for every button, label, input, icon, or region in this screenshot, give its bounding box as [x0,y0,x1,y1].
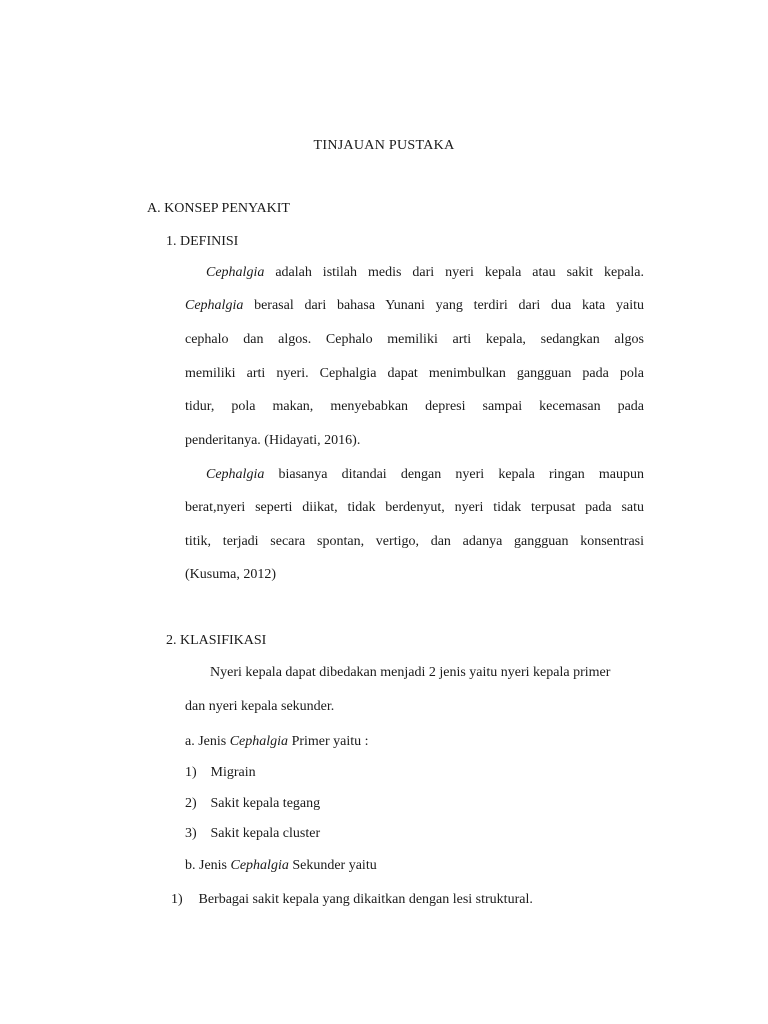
list-heading-sekunder [185,857,377,875]
term-cephalgia: Cephalgia [229,734,289,749]
list-number: 3) [185,826,197,841]
text-span: berasal dari bahasa Yunani yang terdiri dari dua kata yaitu [254,298,644,313]
paragraph-line: berat,nyeri seperti diikat, tidak berdenyut, nyeri tidak terpusat pada satu [185,500,644,515]
paragraph-line: penderitanya. (Hidayati, 2016). [185,433,361,448]
paragraph-line [206,264,644,282]
paragraph-line: dan nyeri kepala sekunder. [185,699,335,714]
paragraph-line [206,466,644,484]
term-cephalgia: Cephalgia [206,265,265,280]
list-item [185,795,320,813]
list-heading-primer [185,733,369,751]
paragraph-line: memiliki arti nyeri. Cephalgia dapat menimbulkan gangguan pada pola [185,366,644,381]
section-heading-a: A. KONSEP PENYAKIT [147,201,290,216]
text-span: b. Jenis [185,858,227,873]
list-text: Berbagai sakit kepala yang dikaitkan dengan lesi struktural. [198,892,533,907]
term-cephalgia: Cephalgia [185,298,244,313]
list-number: 2) [185,796,197,811]
paragraph-line: titik, terjadi secara spontan, vertigo, dan adanya gangguan konsentrasi [185,534,644,549]
list-number: 1) [185,765,197,780]
subheading-klasifikasi: 2. KLASIFIKASI [166,633,267,648]
subheading-definisi: 1. DEFINISI [166,234,239,249]
paragraph-line: Nyeri kepala dapat dibedakan menjadi 2 jenis yaitu nyeri kepala primer [210,665,611,680]
text-span: Primer yaitu : [291,734,369,749]
text-span: a. Jenis [185,734,227,749]
text-span: biasanya ditandai dengan nyeri kepala ringan maupun [278,467,644,482]
list-text: Sakit kepala tegang [210,796,321,811]
paragraph-line: tidur, pola makan, menyebabkan depresi sampai kecemasan pada [185,399,644,414]
paragraph-line: cephalo dan algos. Cephalo memiliki arti kepala, sedangkan algos [185,332,644,347]
list-text: Migrain [210,765,256,780]
paragraph-line [185,297,644,315]
term-cephalgia: Cephalgia [206,467,265,482]
document-title: TINJAUAN PUSTAKA [313,138,455,153]
list-item [185,764,256,782]
term-cephalgia: Cephalgia [230,858,289,873]
list-item [171,891,533,909]
list-text: Sakit kepala cluster [210,826,321,841]
list-number: 1) [171,892,183,907]
text-span: adalah istilah medis dari nyeri kepala atau sakit kepala. [275,265,645,280]
text-span: Sekunder yaitu [292,858,377,873]
paragraph-line: (Kusuma, 2012) [185,567,276,582]
list-item [185,825,320,843]
